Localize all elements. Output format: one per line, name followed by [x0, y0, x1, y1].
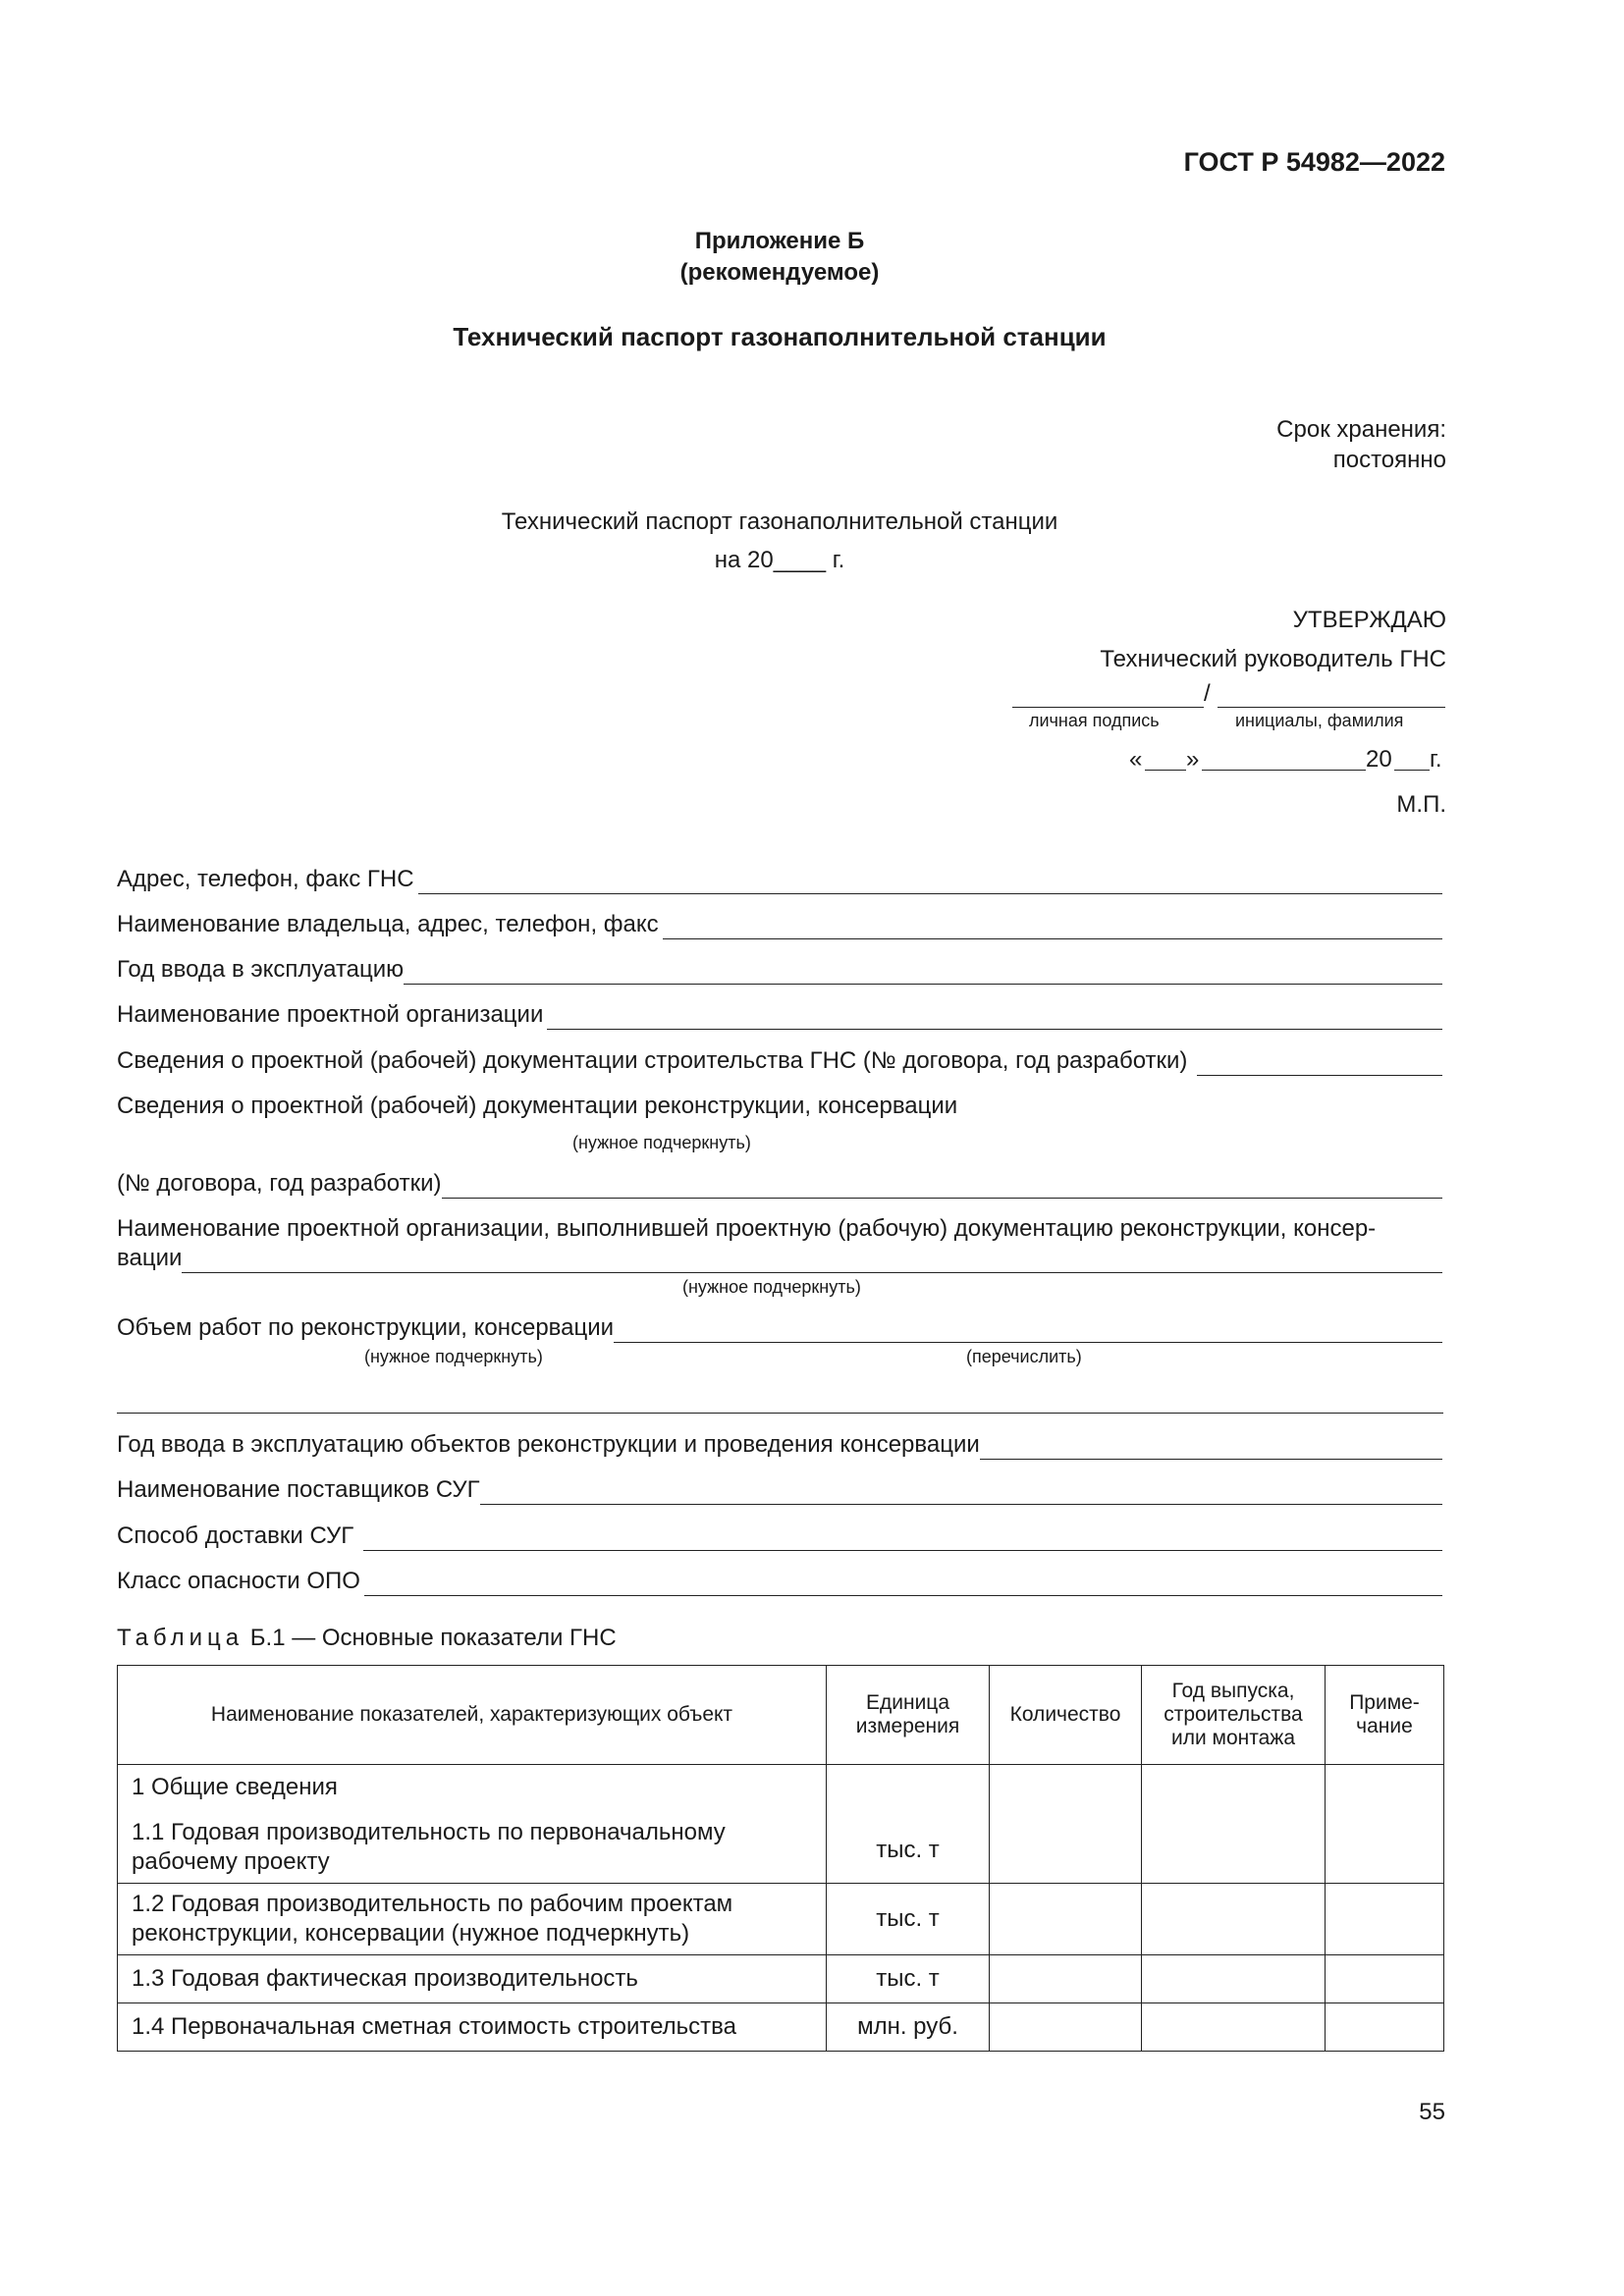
row-cell-quantity[interactable] [990, 1884, 1142, 1955]
field-address-label: Адрес, телефон, факс ГНС [117, 866, 414, 892]
date-open-quote: « [1129, 746, 1143, 773]
passport-title: Технический паспорт газонаполнительной станции [501, 508, 1058, 535]
field-year-commission-label: Год ввода в эксплуатацию [117, 956, 405, 983]
document-code: ГОСТ Р 54982—2022 [1183, 147, 1445, 177]
table-caption-prefix: Таблица [117, 1625, 244, 1651]
header-year: Год выпуска, строительства или монтажа [1142, 1666, 1326, 1765]
field-owner [117, 910, 1442, 939]
field-design-org-line[interactable] [547, 1005, 1442, 1030]
row-cell-quantity[interactable] [990, 1765, 1142, 1884]
approval-role: Технический руководитель ГНС [1100, 646, 1446, 672]
table-row [118, 1955, 1444, 2003]
field-recon-org-label-1: Наименование проектной организации, выполнившей проектную (рабочую) документацию реконструкции, консер- [117, 1215, 1377, 1242]
row-cell-year[interactable] [1142, 2003, 1326, 2052]
appendix-subtitle: (рекомендуемое) [679, 259, 880, 286]
field-hazard-class-line[interactable] [364, 1572, 1442, 1596]
field-contract-line[interactable] [442, 1174, 1443, 1199]
field-owner-line[interactable] [663, 915, 1442, 939]
row-cell-name: 1.3 Годовая фактическая производительность [118, 1955, 827, 2003]
row-cell-year[interactable] [1142, 1884, 1326, 1955]
indicators-table [117, 1665, 1444, 2052]
signature-slash: / [1204, 680, 1211, 707]
table-caption [117, 1625, 617, 1652]
row-cell-unit: тыс. т [827, 1955, 990, 2003]
table-row [118, 2003, 1444, 2052]
field-recon-year-label: Год ввода в эксплуатацию объектов реконструкции и проведения консервации [117, 1431, 980, 1458]
hint-underline-2: (нужное подчеркнуть) [682, 1277, 861, 1297]
row-cell-quantity[interactable] [990, 2003, 1142, 2052]
field-suppliers [117, 1475, 1442, 1505]
header-note: Приме-чание [1326, 1666, 1444, 1765]
field-design-org-label: Наименование проектной организации [117, 1001, 544, 1028]
header-quantity: Количество [990, 1666, 1142, 1765]
approval-heading: УТВЕРЖДАЮ [1292, 607, 1446, 633]
field-suppliers-label: Наименование поставщиков СУГ [117, 1476, 480, 1503]
field-scope-label: Объем работ по реконструкции, консервации [117, 1314, 615, 1341]
field-recon-year-line[interactable] [980, 1435, 1442, 1460]
field-year-commission [117, 955, 1442, 985]
field-year-commission-line[interactable] [404, 960, 1442, 985]
field-recon-docs-label: Сведения о проектной (рабочей) документации реконструкции, консервации [117, 1093, 958, 1119]
table-row [118, 1884, 1444, 1955]
row-cell-quantity[interactable] [990, 1955, 1142, 2003]
table-row [118, 1765, 1444, 1884]
field-delivery-line[interactable] [363, 1526, 1442, 1551]
table-caption-text: Б.1 — Основные показатели ГНС [249, 1625, 617, 1651]
hint-enumerate: (перечислить) [966, 1347, 1082, 1366]
header-unit: Единица измерения [827, 1666, 990, 1765]
date-year-suffix: г. [1430, 746, 1442, 773]
field-scope [117, 1313, 1442, 1343]
field-delivery-label: Способ доставки СУГ [117, 1522, 354, 1549]
field-design-docs [117, 1046, 1442, 1076]
passport-year: на 20____ г. [714, 547, 845, 573]
field-recon-org-line2 [117, 1244, 1442, 1273]
field-design-org [117, 1000, 1442, 1030]
row-name-1-1: 1.1 Годовая производительность по первоначальному рабочему проекту [132, 1819, 726, 1875]
field-recon-org-label-2: вации [117, 1245, 183, 1271]
date-year-prefix: 20 [1366, 746, 1392, 773]
row-cell-unit: млн. руб. [827, 2003, 990, 2052]
date-close-quote: » [1186, 746, 1200, 773]
field-address [117, 865, 1442, 894]
date-month-line [1202, 770, 1366, 771]
row-cell-unit: тыс. т [827, 1884, 990, 1955]
row-cell-name [118, 1765, 827, 1884]
date-day-line [1145, 770, 1186, 771]
row-cell-note[interactable] [1326, 1884, 1444, 1955]
signature-hint: личная подпись [1029, 711, 1160, 730]
table-header-row [118, 1666, 1444, 1765]
field-hazard-class-label: Класс опасности ОПО [117, 1568, 360, 1594]
date-year-line [1394, 770, 1430, 771]
stamp-label: М.П. [1396, 791, 1446, 818]
row-cell-unit: тыс. т [827, 1765, 990, 1884]
hint-underline-3: (нужное подчеркнуть) [364, 1347, 543, 1366]
field-suppliers-line[interactable] [480, 1480, 1442, 1505]
appendix-title: Приложение Б [694, 228, 865, 254]
field-recon-year [117, 1430, 1442, 1460]
storage-value: постоянно [1332, 447, 1446, 473]
row-cell-name: 1.4 Первоначальная сметная стоимость строительства [118, 2003, 827, 2052]
hint-underline-1: (нужное подчеркнуть) [572, 1133, 751, 1152]
field-scope-line[interactable] [614, 1318, 1442, 1343]
field-recon-org-line[interactable] [182, 1249, 1442, 1273]
header-indicator-name: Наименование показателей, характеризующих объект [118, 1666, 827, 1765]
row-cell-name: 1.2 Годовая производительность по рабочим проектам реконструкции, консервации (нужное подчеркнуть) [118, 1884, 827, 1955]
row-cell-note[interactable] [1326, 2003, 1444, 2052]
field-design-docs-line[interactable] [1197, 1051, 1442, 1076]
field-contract-label: (№ договора, год разработки) [117, 1170, 442, 1197]
row-cell-note[interactable] [1326, 1765, 1444, 1884]
field-delivery [117, 1522, 1442, 1551]
signature-line [1012, 707, 1204, 708]
field-contract [117, 1169, 1442, 1199]
page-number: 55 [1419, 2099, 1445, 2125]
field-hazard-class [117, 1567, 1442, 1596]
name-hint: инициалы, фамилия [1235, 711, 1404, 730]
document-title: Технический паспорт газонаполнительной станции [453, 322, 1107, 351]
field-owner-label: Наименование владельца, адрес, телефон, факс [117, 911, 659, 937]
field-scope-extra-line[interactable] [117, 1413, 1443, 1414]
name-line [1218, 707, 1445, 708]
field-address-line[interactable] [418, 870, 1442, 894]
row-cell-year[interactable] [1142, 1765, 1326, 1884]
section-title: 1 Общие сведения [132, 1774, 338, 1800]
field-recon-docs [117, 1092, 1442, 1121]
field-design-docs-label: Сведения о проектной (рабочей) документации строительства ГНС (№ договора, год разработки) [117, 1047, 1188, 1074]
row-cell-note[interactable] [1326, 1955, 1444, 2003]
row-cell-year[interactable] [1142, 1955, 1326, 2003]
storage-label: Срок хранения: [1276, 416, 1446, 443]
field-recon-org-line1 [117, 1214, 1442, 1244]
